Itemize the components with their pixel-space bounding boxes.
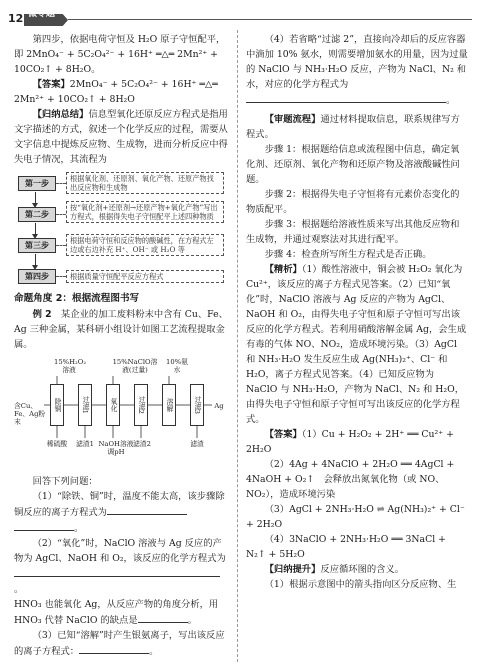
box-filter-1: 过滤1: [78, 384, 92, 426]
flow-connector: [56, 214, 66, 215]
answer-2-part-3: （3）AgCl + 2NH₃·H₂O ⇌ Ag(NH₃)₂⁺ + Cl⁻ + 2H₂O: [246, 504, 465, 530]
process-flowchart: [14, 170, 228, 288]
questions-intro: 回答下列问题：: [32, 476, 98, 487]
reagent-ammonia: 10%氨水: [166, 358, 188, 374]
review-flow: [246, 112, 468, 142]
summary-text: 信息型氧化还原反应方程式是指用文字描述的方式，叙述一个化学反应的过程，需要从文字信息中提炼反应物、生成物，进而分析反应中得失电子情况，其流程为: [14, 109, 228, 165]
answer-blank[interactable]: [79, 643, 149, 654]
answer-tag: 【答案】: [32, 79, 70, 90]
left-column: [14, 32, 228, 659]
column-divider: [237, 30, 238, 662]
flow-step-1-text: 根据氧化剂、还原剂、氧化产物、还原产物找出反应物和生成物: [66, 172, 224, 194]
answer-2-tag: 【答案】: [264, 429, 302, 440]
flow-step-3-text: 根据电荷守恒和反应物的酸碱性，在方程式左边或右边补充 H⁺、OH⁻ 或 H₂O 等: [66, 234, 224, 256]
process-arrows: [14, 354, 228, 472]
induction-text: 反应循环图的含义。: [320, 564, 405, 575]
flow-connector: [56, 245, 66, 246]
reagent-naclo: 15%NaClO溶液(过量): [112, 358, 158, 374]
section-title: 微专题一: [28, 9, 65, 19]
flow-connector: [56, 183, 66, 184]
review-tag: 【审题流程】: [264, 114, 321, 125]
analysis-tag: 【精析】: [264, 264, 302, 275]
flow-connector: [56, 276, 66, 277]
flow-step-4-text: 根据质量守恒配平反应方程式: [66, 270, 224, 283]
box-filter-2: 过滤2: [134, 384, 148, 426]
process-output: Ag: [214, 402, 224, 410]
question-2b-text: HNO₃ 也能氧化 Ag，从反应产物的角度分析，用 HNO₃ 代替 NaClO 的缺点是: [14, 599, 219, 626]
page-header: [8, 8, 472, 28]
answer-blank[interactable]: [107, 504, 187, 515]
induction-point-1: （1）根据示意图中的箭头指向区分反应物、生: [264, 579, 457, 590]
flow-arrow: [35, 223, 36, 236]
header-rule: [68, 19, 472, 20]
flow-step-4-label: 第四步: [18, 269, 56, 284]
review-text: 通过材料提取信息，联系规律写方程式。: [246, 114, 460, 140]
flow-arrow: [35, 192, 36, 205]
reagent-h2o2: 15%H₂O₂溶液: [54, 358, 87, 374]
answer-blank[interactable]: [14, 566, 220, 577]
answer-blank[interactable]: [14, 520, 74, 531]
answer-2-part-4: （4）3NaClO + 2NH₃·H₂O ══ 3NaCl + N₂↑ + 5H₂O: [246, 534, 446, 560]
question-2: （2）“氧化”时，NaClO 溶液与 Ag 反应的产物为 AgCl、NaOH 和 O₂，该反应的化学方程式为 。: [14, 538, 226, 595]
right-column: [246, 32, 468, 592]
side-residue-3: 滤渣: [190, 440, 204, 448]
example-2: [14, 307, 228, 352]
side-naoh: NaOH溶液调pH: [98, 440, 134, 456]
answer-2: [246, 427, 468, 457]
side-residue-1: 滤渣1: [76, 440, 94, 448]
question-1: （1）“除铁、铜”时，温度不能太高，该步骤除铜反应的离子方程式为 。: [14, 491, 225, 534]
review-step-1: 步骤 1：根据题给信息或流程图中信息，确定氧化剂、还原剂、氧化产物和还原产物及溶液酸碱性问题。: [246, 144, 460, 185]
answer-2-part-1: （1）Cu + H₂O₂ + 2H⁺ ══ Cu²⁺ + 2H₂O: [246, 429, 454, 455]
question-1-text: （1）“除铁、铜”时，温度不能太高，该步骤除铜反应的离子方程式为: [14, 491, 225, 518]
flow-step-1-label: 第一步: [18, 176, 56, 191]
answer-text: 2MnO₄⁻ + 5C₂O₄²⁻ + 16H⁺ ═△═ 2Mn²⁺ + 10CO₂↑ + 8H₂O: [14, 79, 218, 105]
review-step-4: 步骤 4：检查所写所生方程式是否正确。: [264, 249, 432, 260]
box-remove-cu: 除铜: [50, 384, 64, 426]
answer-blank[interactable]: [246, 92, 446, 103]
flow-step-2-label: 第二步: [18, 207, 56, 222]
analysis-text: （1）酸性溶液中，铜会被 H₂O₂ 氧化为 Cu²⁺，该反应的离子方程式见答案。（2）已知“氧化”时，NaClO 溶液与 Ag 反应的产物为 AgCl、NaOH 和 O₂，由得失电子守恒和原子守恒可写出该反应的化学方程式。若利用硝酸溶解金属 Ag，会生成有毒的气体 NO、NO₂，造成环境污染。（3）AgCl 和 NH₃·H₂O 发生反应生成 Ag(NH₃)₂⁺、Cl⁻ 和 H₂O，离子方程式见答案。（4）已知反应物为 NaClO 与 NH₃·H₂O，产物为 NaCl、N₂ 和 H₂O，由得失电子守恒和原子守恒可写出该反应的化学方程式。: [246, 264, 467, 425]
industrial-process-diagram: [14, 354, 228, 472]
box-dissolve: 溶解: [162, 384, 176, 426]
box-oxidize: 氧化: [106, 384, 120, 426]
side-dilute-acid: 稀硫酸: [46, 440, 68, 448]
question-3: （3）已知“溶解”时产生银氨离子，写出该反应的离子方程式： 。: [14, 630, 225, 657]
induction: [246, 562, 468, 577]
step4-paragraph: 第四步，依据电荷守恒及 H₂O 原子守恒配平，即 2MnO₄⁻ + 5C₂O₄²⁻ + 16H⁺ ═△═ 2Mn²⁺ + 10CO₂↑ + 8H₂O。: [14, 34, 226, 75]
question-2-text: （2）“氧化”时，NaClO 溶液与 Ag 反应的产物为 AgCl、NaOH 和 O₂，该反应的化学方程式为: [14, 538, 226, 564]
answer-2-part-2: （2）4Ag + 4NaClO + 2H₂O ══ 4AgCl + 4NaOH + O₂↑ 会释放出氮氧化物（或 NO、NO₂），造成环境污染: [246, 459, 455, 500]
box-filter-3: 过滤3: [190, 384, 204, 426]
review-step-2: 步骤 2：根据得失电子守恒将有元素价态变化的物质配平。: [246, 189, 460, 215]
flow-step-3-label: 第三步: [18, 238, 56, 253]
answer-blank[interactable]: [138, 612, 188, 623]
summary-paragraph: [14, 107, 228, 167]
angle-2-title: 命题角度 2：根据流程图书写: [14, 293, 140, 304]
answer-1: [14, 77, 228, 107]
question-4: （4）若省略“过滤 2”，直接向冷却后的反应容器中滴加 10% 氨水，则需要增加氨水的用量，因为过量的 NaClO 与 NH₃·H₂O 反应，产物为 NaCl、N₂ 和水，对应的化学方程式为。: [246, 34, 468, 106]
question-2b: HNO₃ 也能氧化 Ag，从反应产物的角度分析，用 HNO₃ 代替 NaClO 的缺点是 。: [14, 599, 219, 626]
summary-tag: 【归纳总结】: [32, 109, 89, 120]
question-4-text: （4）若省略“过滤 2”，直接向冷却后的反应容器中滴加 10% 氨水，则需要增加氨水的用量，因为过量的 NaClO 与 NH₃·H₂O 反应，产物为 NaCl、N₂ 和水，对应的化学方程式为: [246, 34, 468, 90]
side-residue-2: 滤渣2: [133, 440, 151, 448]
analysis: [246, 262, 468, 427]
example-text: 某企业的加工废料粉末中含有 Cu、Fe、Ag 三种金属，某科研小组设计如图工艺流程提取金属。: [14, 309, 228, 350]
example-tag: 例 2: [32, 309, 52, 320]
flow-arrow: [35, 254, 36, 267]
induction-tag: 【归纳提升】: [264, 564, 321, 575]
process-input: 含Cu、Fe、Ag粉末: [14, 402, 46, 426]
page-number: 12: [8, 12, 24, 25]
review-step-3: 步骤 3：根据题给溶液性质来写出其他反应物和生成物，并通过观察法对其进行配平。: [246, 219, 460, 245]
question-3-text: （3）已知“溶解”时产生银氨离子，写出该反应的离子方程式：: [14, 630, 225, 657]
flow-step-2-text: 按“氧化剂+还原剂→还原产物+氧化产物”写出方程式，根据得失电子守恒配平上述四种物质: [66, 201, 224, 223]
